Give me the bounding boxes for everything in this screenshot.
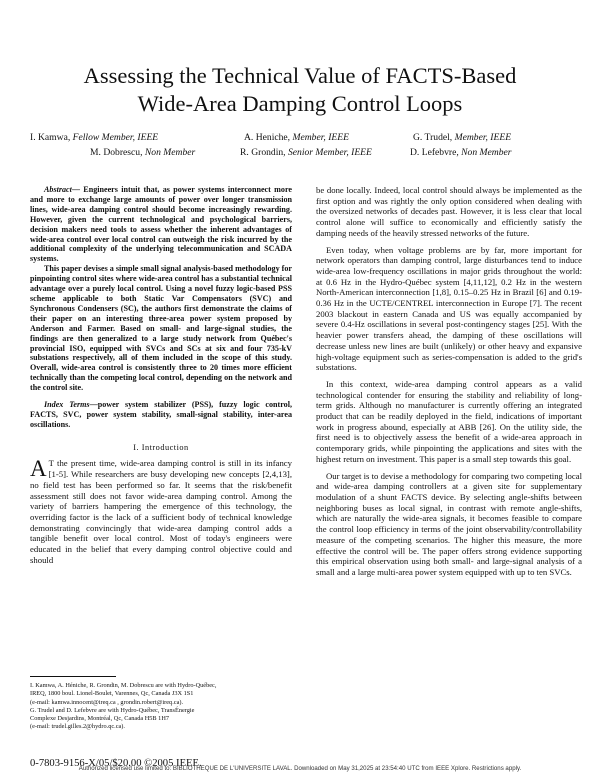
abstract-paragraph-2: This paper devises a simple small signal analysis-based methodology for pinpointing control sites where wide-area control has a substantial technical advantage over a purely local control. Using a novel fuzzy logic-based PSS scheme applicable to both Static Var Compensators (SVC) and Synchronous Condensers (SC), the authors first demonstrate the claims of their paper on an interesting three-area power system proposed by Anderson and Farmer. Based on small- and large-signal studies, the findings are then generalized to a large study network from Québec's provincial ISO, equipped with SVCs and SCs at six and four 735-kV substations respectively, all of them included in the scope of this study. Overall, wide-area control is consistently three to 20 times more efficient technically than the competing local control, depending on the network and the control site.: [30, 264, 292, 393]
author-2: A. Heniche, Member, IEEE: [244, 132, 349, 143]
footnote-line: (e-mail: kamwa.innocent@ireq.ca , grondin.robert@ireq.ca).: [30, 698, 184, 706]
author-4: M. Dobrescu, Non Member: [90, 147, 196, 158]
abstract-paragraph-1: Abstract— Engineers intuit that, as power systems interconnect more and more to exchange large amounts of power over longer transmission lines, wide-area damping control should become increasingly rewarding. However, given the current technological and psychological barriers, decision makers need tools to assess whether the inherent advantages of wide-area control over local control can outweigh the risk incurred by the additional complexity of the underlying telecommunication and SCADA systems.: [30, 185, 292, 264]
right-paragraph-2: Even today, when voltage problems are by far, more important for network operators than damping control, large disturbances tend to induce wide-area low-frequency oscillations in major grids throughout the world: at 0.6 Hz in the Hydro-Québec system [4,11,12], 0.2 Hz in the western North-American interconnection [1,8], 0.15–0.25 Hz in Brazil [6] and 0.19-0.36 Hz in the UCTE/CENTREL interconnection in Europe [7]. The recent 2003 blackout in eastern Canada and US was equally accompanied by severe 0.4-Hz oscillations in several post-contingency stages [25]. With the heavier power transfers ahead, the damping of these oscillations will decrease unless new lines are built (unlikely) or other heavy and expansive high-voltage equipment such as series-compensation is added to the grid's substations.: [316, 244, 582, 373]
footnote-divider: [30, 676, 116, 677]
index-terms-label: Index Terms: [44, 400, 90, 410]
section-heading-introduction: I. Introduction: [133, 442, 189, 452]
author-3: G. Trudel, Member, IEEE: [413, 132, 512, 143]
title-line-2: Wide-Area Damping Control Loops: [137, 91, 463, 116]
right-paragraph-1: be done locally. Indeed, local control should always be implemented as the first option and was rightly the only option considered when dealing with the oversized networks of decades past. However, it is less clear that local control alone will suffice to economically and efficiently satisfy the damping needs of the heavily stressed networks of the future.: [316, 185, 582, 238]
right-column: [316, 185, 582, 578]
author-6: D. Lefebvre, Non Member: [410, 147, 512, 158]
author-list: [30, 132, 590, 162]
footnote-line: (e-mail: trudel.gilles.2@hydro.qc.ca).: [30, 723, 125, 731]
left-column: [30, 185, 292, 565]
footnote-line: Complexe Desjardins, Montréal, Qc, Canada H5B 1H7: [30, 715, 170, 723]
author-5: R. Grondin, Senior Member, IEEE: [240, 147, 372, 158]
footnote-line: IREQ, 1800 boul. Lionel-Boulet, Varennes, Qc, Canada J3X 1S1: [30, 690, 194, 698]
right-paragraph-4: Our target is to devise a methodology for comparing two competing local and wide-area damping controllers at a given site for supplementary modulation of a shunt FACTS device. By selecting angle-shifts between neighboring buses as local signal, in contrast with remote angle-shifts, which are naturally the wide-area signals, it becomes feasible to compare the control loop efficiency in terms of the joint observability/controllability measure of the competing scenarios. The higher this measure, the more effective the control will be. The paper offers strong evidence supporting this empirical observation using both small- and large-signal analysis of a small and a large multi-area power system equipped with up to ten SVCs.: [316, 470, 582, 577]
abstract-label: Abstract: [44, 185, 72, 194]
license-notice: Authorized licensed use limited to: BIBLIOTHEQUE DE L'UNIVERSITE LAVAL. Downloaded on May 31,2025 at 23:54:40 UTC from IEEE Xplore. Restrictions apply.: [78, 765, 522, 772]
footnote-line: G. Trudel and D. Lefebvre are with Hydro-Québec, TransÉnergie: [30, 706, 195, 714]
footnote-line: I. Kamwa, A. Héniche, R. Grondin, M. Dobrescu are with Hydro-Québec,: [30, 682, 217, 689]
isbn-copyright: 0-7803-9156-X/05/$20.00 ©2005 IEEE.: [30, 758, 202, 769]
paper-title: [30, 62, 570, 118]
author-1: I. Kamwa, Fellow Member, IEEE: [30, 132, 159, 143]
right-paragraph-3: In this context, wide-area damping control appears as a valid technological contender for ensuring the stability and reliability of long-term grids. Although no manufacturer is currently offering an integrated product that can be readily deployed in the field, indications of important work in progress abound, especially at ABB [26]. On the utility side, the first need is to objectively assess the benefit of a wide-area approach in contemporary grids, while pinpointing the applications and sites with the highest return on investment. This paper is a small step towards this goal.: [316, 378, 582, 464]
drop-cap: A: [30, 456, 47, 482]
title-line-1: Assessing the Technical Value of FACTS-Based: [83, 63, 517, 88]
index-terms: Index Terms—power system stabilizer (PSS), fuzzy logic control, FACTS, SVC, power system stability, small-signal stability, inter-area oscillations.: [30, 400, 293, 429]
author-affiliation-footnote: [30, 682, 300, 732]
intro-paragraph-1: A T the present time, wide-area damping control is still in its infancy [1-5]. While researchers are busy developing new concepts [2,4,13], no field test has been performed so far. It seems that the risk/benefit assessment still does not favor wide-area damping control. Among the variety of barriers hampering the emergence of this technology, the overriding factor is the lack of a sufficient body of technical knowledge demonstrating convincingly that wide-area damping control adds a tangible benefit over local control. Most of today's engineers were educated in the belief that every damping control objective could and should: [30, 456, 292, 565]
